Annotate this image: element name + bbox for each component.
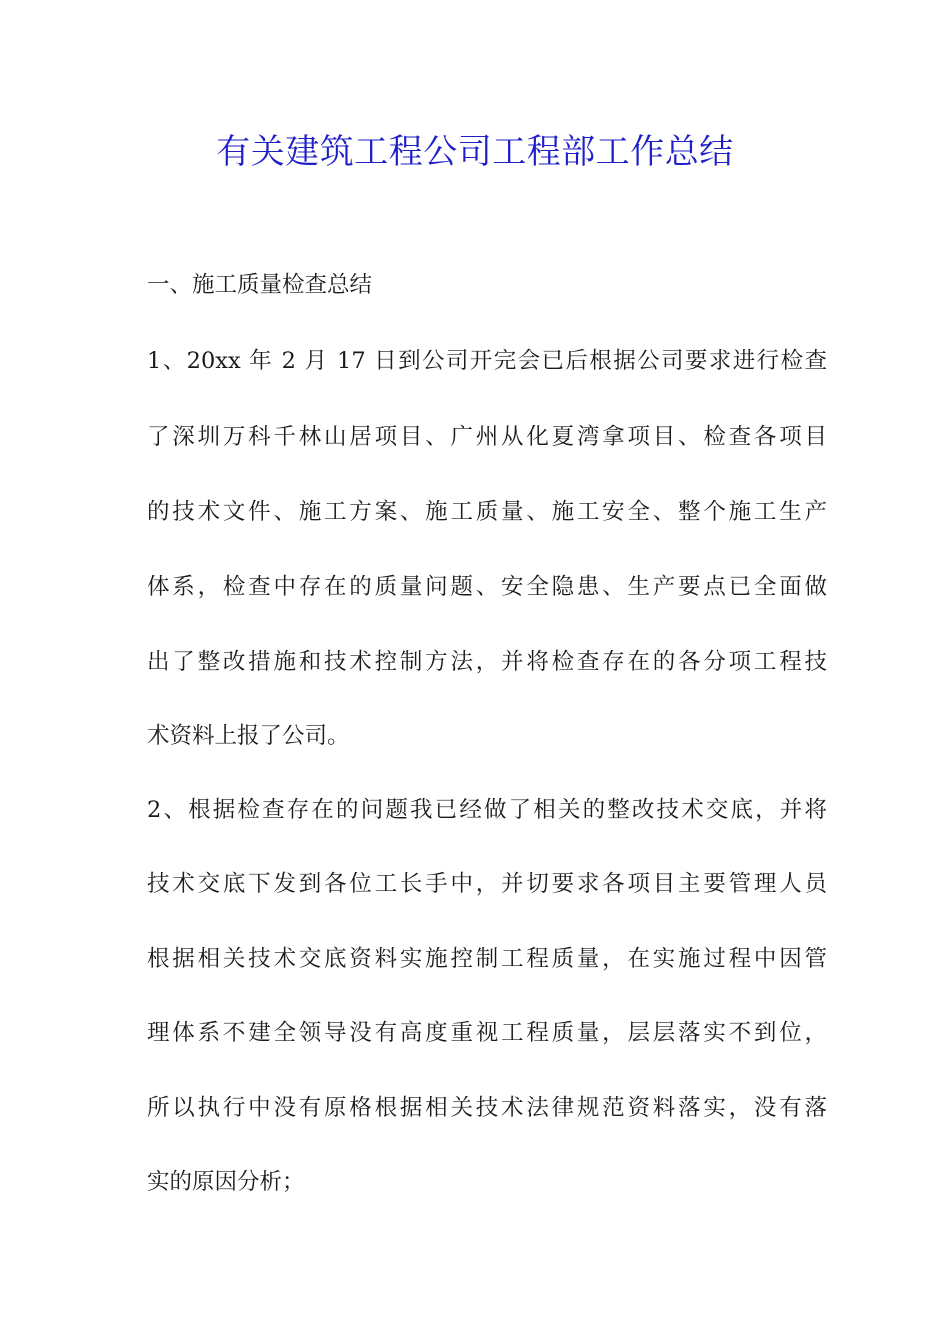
text-line: 技术交底下发到各位工长手中，并切要求各项目主要管理人员: [147, 871, 827, 897]
text-line: 所以执行中没有原格根据相关技术法律规范资料落实，没有落: [147, 1095, 827, 1121]
text-line: 了深圳万科千林山居项目、广州从化夏湾拿项目、检查各项目: [147, 424, 827, 450]
text-line: 出了整改措施和技术控制方法，并将检查存在的各分项工程技: [147, 649, 827, 675]
document-title: 有关建筑工程公司工程部工作总结: [216, 132, 734, 172]
text-line: 实的原因分析；: [147, 1169, 305, 1195]
text-line: 理体系不建全领导没有高度重视工程质量，层层落实不到位，: [147, 1020, 827, 1046]
text-line: 1、20xx 年 2 月 17 日到公司开完会已后根据公司要求进行检查: [147, 348, 827, 374]
text-line: 的技术文件、施工方案、施工质量、施工安全、整个施工生产: [147, 499, 827, 525]
section-heading: 一、施工质量检查总结: [147, 272, 373, 298]
text-line: 2、根据检查存在的问题我已经做了相关的整改技术交底，并将: [147, 797, 827, 823]
text-line: 根据相关技术交底资料实施控制工程质量，在实施过程中因管: [147, 946, 827, 972]
text-line: 体系，检查中存在的质量问题、安全隐患、生产要点已全面做: [147, 574, 827, 600]
text-line: 术资料上报了公司。: [147, 723, 350, 749]
